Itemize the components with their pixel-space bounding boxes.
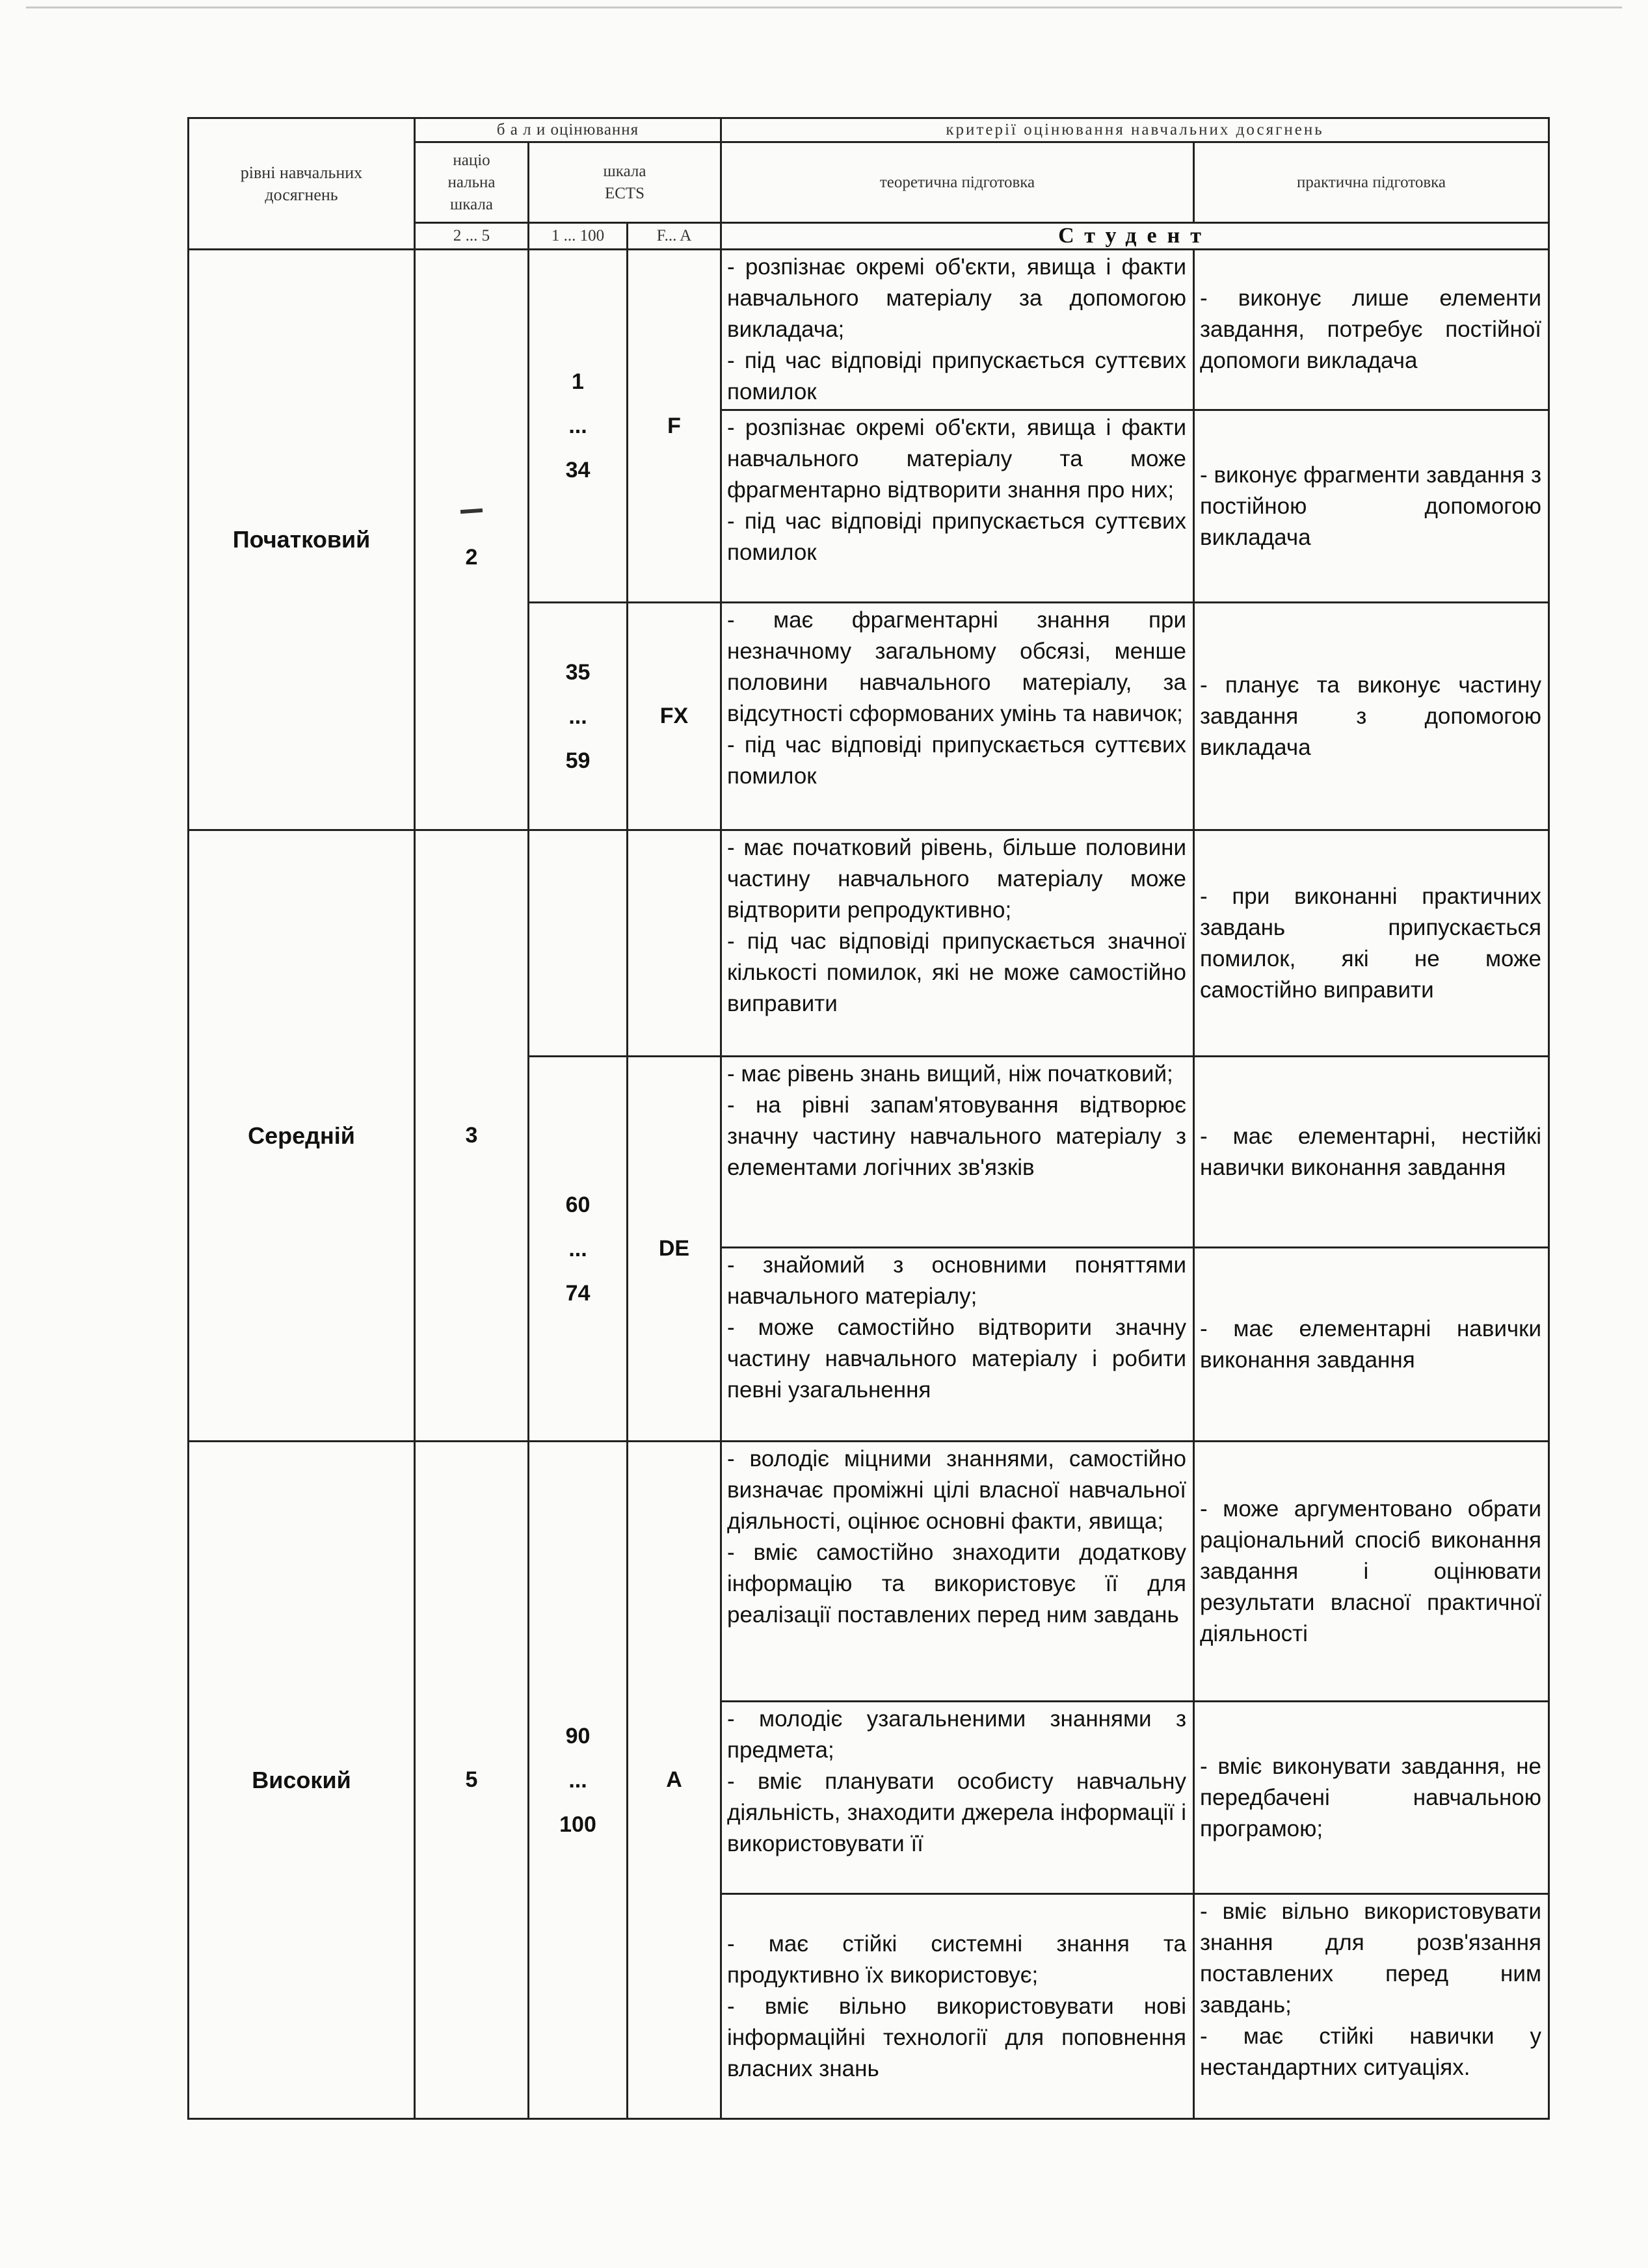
theory-header: теоретична підготовка: [721, 142, 1194, 223]
range-national: 2 ... 5: [415, 223, 529, 250]
scan-edge-line: [26, 7, 1622, 8]
theory-high-1: - володіє міцними знаннями, самостійно визначає проміжні цілі власної навчальної діяльності, оцінює основні факти, явища; - вміє самостійно знаходити додаткову інформацію та використовує її для реалізації поставлених перед ним завдань: [721, 1442, 1194, 1702]
score-range-initial-2: 35 ... 59: [529, 603, 628, 830]
ects-grade-de: DE: [628, 1057, 721, 1442]
national-score-initial: 2: [415, 250, 529, 830]
ects-grade-f: F: [628, 250, 721, 603]
theory-middle-1: - має початковий рівень, більше половини частину навчального матеріалу може відтворити репродуктивно; - під час відповіді припускається значної кількості помилок, які не може самостійно виправити: [721, 830, 1194, 1057]
level-high: Високий: [189, 1442, 415, 2119]
practice-middle-1: - при виконанні практичних завдань припускається помилок, які не може самостійно виправити: [1194, 830, 1549, 1057]
theory-initial-3: - має фрагментарні знання при незначному загальному обсязі, менше половини навчального матеріалу, за відсутності сформованих умінь та навичок; - під час відповіді припускається суттєвих помилок: [721, 603, 1194, 830]
range-ects: F... A: [628, 223, 721, 250]
score-range-initial-1: 1 ... 34: [529, 250, 628, 603]
theory-initial-1: - розпізнає окремі об'єкти, явища і факти навчального матеріалу за допомогою викладача; - під час відповіді припускається суттєвих помилок: [721, 250, 1194, 410]
national-score-high: 5: [415, 1442, 529, 2119]
level-initial: Початковий: [189, 250, 415, 830]
ects-scale-header: шкала ECTS: [529, 142, 721, 223]
ects-grade-middle-empty: [628, 830, 721, 1057]
practice-initial-2: - виконує фрагменти завдання з постійною допомогою викладача: [1194, 410, 1549, 603]
level-middle: Середній: [189, 830, 415, 1442]
score-range-middle-empty: [529, 830, 628, 1057]
practice-initial-3: - планує та виконує частину завдання з допомогою викладача: [1194, 603, 1549, 830]
practice-high-1: - може аргументовано обрати раціональний спосіб виконання завдання і оцінювати результати власної практичної діяльності: [1194, 1442, 1549, 1702]
scores-group-header: б а л и оцінювання: [415, 118, 721, 142]
student-header: Студент: [721, 223, 1549, 250]
national-score-middle: 3: [415, 830, 529, 1442]
assessment-table: [187, 117, 1550, 2120]
practice-high-2: - вміє виконувати завдання, не передбачені навчальною програмою;: [1194, 1702, 1549, 1894]
ects-grade-a: A: [628, 1442, 721, 2119]
theory-high-2: - молодіє узагальненими знаннями з предмета; - вміє планувати особисту навчальну діяльність, знаходити джерела інформації і використовувати її: [721, 1702, 1194, 1894]
practice-high-3: - вміє вільно використовувати знання для розв'язання поставлених перед ним завдань; - має стійкі навички у нестандартних ситуаціях.: [1194, 1894, 1549, 2119]
levels-header: рівні навчальних досягнень: [189, 118, 415, 250]
ects-grade-fx: FX: [628, 603, 721, 830]
theory-middle-3: - знайомий з основними поняттями навчального матеріалу; - може самостійно відтворити значну частину навчального матеріалу і робити певні узагальнення: [721, 1248, 1194, 1442]
practice-middle-2: - має елементарні, нестійкі навички виконання завдання: [1194, 1057, 1549, 1248]
theory-high-3: - має стійкі системні знання та продуктивно їх використовує; - вміє вільно використовувати нові інформаційні технології для поповнення власних знань: [721, 1894, 1194, 2119]
theory-initial-2: - розпізнає окремі об'єкти, явища і факти навчального матеріалу та може фрагментарно відтворити знання про них; - під час відповіді припускається суттєвих помилок: [721, 410, 1194, 603]
score-range-middle: 60 ... 74: [529, 1057, 628, 1442]
range-100: 1 ... 100: [529, 223, 628, 250]
national-scale-header: націо нальна шкала: [415, 142, 529, 223]
practice-middle-3: - має елементарні навички виконання завдання: [1194, 1248, 1549, 1442]
score-range-high: 90 ... 100: [529, 1442, 628, 2119]
theory-middle-2: - має рівень знань вищий, ніж початковий; - на рівні запам'ятовування відтворює значну частину навчального матеріалу з елементами логічних зв'язків: [721, 1057, 1194, 1248]
practice-header: практична підготовка: [1194, 142, 1549, 223]
handwritten-mark: [460, 508, 483, 514]
practice-initial-1: - виконує лише елементи завдання, потребує постійної допомоги викладача: [1194, 250, 1549, 410]
criteria-group-header: критерії оцінювання навчальних досягнень: [721, 118, 1549, 142]
